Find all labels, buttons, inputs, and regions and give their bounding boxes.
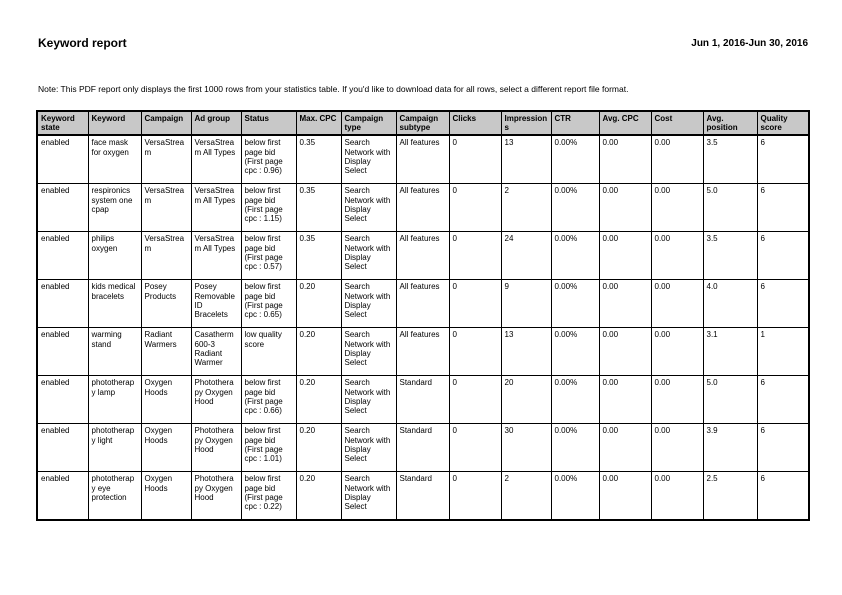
table-cell: Posey Products: [141, 280, 191, 328]
table-cell: 0.20: [296, 280, 341, 328]
table-cell: enabled: [37, 232, 88, 280]
table-row: [37, 232, 809, 280]
column-header: Ad group: [191, 111, 241, 135]
table-cell: phototherapy lamp: [88, 376, 141, 424]
table-cell: Phototherapy Oxygen Hood: [191, 472, 241, 521]
table-cell: below first page bid (First page cpc : 0.22): [241, 472, 296, 521]
table-row: [37, 424, 809, 472]
table-cell: VersaStream All Types: [191, 184, 241, 232]
table-cell: Oxygen Hoods: [141, 376, 191, 424]
table-cell: 30: [501, 424, 551, 472]
table-cell: 6: [757, 424, 809, 472]
table-cell: 0: [449, 472, 501, 521]
table-cell: 3.9: [703, 424, 757, 472]
table-cell: 0.00: [651, 232, 703, 280]
table-cell: 0: [449, 424, 501, 472]
table-cell: Search Network with Display Select: [341, 472, 396, 521]
table-cell: Standard: [396, 472, 449, 521]
table-cell: 0.00: [651, 472, 703, 521]
table-cell: 0.00%: [551, 184, 599, 232]
table-cell: 0.35: [296, 184, 341, 232]
table-cell: 24: [501, 232, 551, 280]
table-cell: VersaStream: [141, 184, 191, 232]
table-cell: Casatherm 600-3 Radiant Warmer: [191, 328, 241, 376]
table-cell: 2: [501, 472, 551, 521]
table-cell: 2: [501, 184, 551, 232]
table-row: [37, 184, 809, 232]
column-header: Campaign subtype: [396, 111, 449, 135]
table-cell: 0.00%: [551, 280, 599, 328]
table-body: [37, 135, 809, 520]
column-header: Quality score: [757, 111, 809, 135]
table-cell: 0.00%: [551, 135, 599, 184]
table-cell: 0.00: [651, 424, 703, 472]
table-cell: 1: [757, 328, 809, 376]
table-cell: face mask for oxygen: [88, 135, 141, 184]
column-header: Avg. CPC: [599, 111, 651, 135]
table-cell: VersaStream All Types: [191, 135, 241, 184]
table-cell: 0.00: [651, 135, 703, 184]
report-title: Keyword report: [38, 36, 127, 50]
table-cell: 0.35: [296, 135, 341, 184]
table-cell: 0.00: [651, 184, 703, 232]
table-cell: Posey Removable ID Bracelets: [191, 280, 241, 328]
table-cell: 0: [449, 232, 501, 280]
table-cell: Search Network with Display Select: [341, 232, 396, 280]
table-cell: VersaStream: [141, 135, 191, 184]
table-cell: 6: [757, 135, 809, 184]
table-cell: Search Network with Display Select: [341, 376, 396, 424]
table-cell: 3.5: [703, 232, 757, 280]
table-cell: 6: [757, 280, 809, 328]
table-cell: 5.0: [703, 376, 757, 424]
table-cell: Search Network with Display Select: [341, 135, 396, 184]
column-header: CTR: [551, 111, 599, 135]
table-cell: 13: [501, 135, 551, 184]
table-cell: enabled: [37, 376, 88, 424]
table-cell: 6: [757, 472, 809, 521]
table-cell: Standard: [396, 376, 449, 424]
table-cell: Phototherapy Oxygen Hood: [191, 424, 241, 472]
table-cell: below first page bid (First page cpc : 1.15): [241, 184, 296, 232]
table-cell: below first page bid (First page cpc : 0.66): [241, 376, 296, 424]
column-header: Impressions: [501, 111, 551, 135]
table-cell: 0.00: [599, 135, 651, 184]
table-cell: 0.00%: [551, 376, 599, 424]
table-cell: 6: [757, 376, 809, 424]
table-cell: Search Network with Display Select: [341, 280, 396, 328]
column-header: Cost: [651, 111, 703, 135]
table-cell: 0.00: [599, 376, 651, 424]
table-cell: 3.5: [703, 135, 757, 184]
table-cell: All features: [396, 328, 449, 376]
table-cell: kids medical bracelets: [88, 280, 141, 328]
table-cell: phototherapy light: [88, 424, 141, 472]
table-cell: 13: [501, 328, 551, 376]
report-date-range: Jun 1, 2016-Jun 30, 2016: [691, 38, 808, 49]
table-cell: 9: [501, 280, 551, 328]
table-cell: Search Network with Display Select: [341, 184, 396, 232]
table-cell: Search Network with Display Select: [341, 328, 396, 376]
column-header: Max. CPC: [296, 111, 341, 135]
table-cell: 0.20: [296, 424, 341, 472]
table-cell: 0: [449, 135, 501, 184]
table-cell: 0.00: [651, 280, 703, 328]
table-row: [37, 376, 809, 424]
table-cell: Oxygen Hoods: [141, 424, 191, 472]
column-header: Campaign type: [341, 111, 396, 135]
table-cell: Oxygen Hoods: [141, 472, 191, 521]
table-cell: VersaStream All Types: [191, 232, 241, 280]
column-header: Keyword state: [37, 111, 88, 135]
table-cell: 0.00: [599, 424, 651, 472]
table-cell: 0: [449, 280, 501, 328]
table-cell: enabled: [37, 184, 88, 232]
table-cell: below first page bid (First page cpc : 0.57): [241, 232, 296, 280]
column-header: Campaign: [141, 111, 191, 135]
table-row: [37, 135, 809, 184]
table-cell: philips oxygen: [88, 232, 141, 280]
table-cell: 0: [449, 376, 501, 424]
table-cell: 0.20: [296, 328, 341, 376]
table-cell: 0.00: [599, 328, 651, 376]
table-cell: 0.00%: [551, 472, 599, 521]
table-cell: 5.0: [703, 184, 757, 232]
keyword-report-table: [36, 110, 810, 521]
table-cell: below first page bid (First page cpc : 0.96): [241, 135, 296, 184]
table-cell: 3.1: [703, 328, 757, 376]
table-cell: respironics system one cpap: [88, 184, 141, 232]
table-cell: below first page bid (First page cpc : 1.01): [241, 424, 296, 472]
table-cell: enabled: [37, 135, 88, 184]
table-cell: Radiant Warmers: [141, 328, 191, 376]
table-row: [37, 328, 809, 376]
table-cell: 0.00%: [551, 232, 599, 280]
table-cell: 0.00: [651, 376, 703, 424]
table-cell: 2.5: [703, 472, 757, 521]
table-cell: 0: [449, 184, 501, 232]
table-cell: 0.00: [599, 280, 651, 328]
report-note: Note: This PDF report only displays the first 1000 rows from your statistics table. If you'd like to download data for all rows, select a different report file format.: [38, 84, 629, 94]
table-cell: enabled: [37, 328, 88, 376]
table-cell: 0.00: [651, 328, 703, 376]
table-cell: 0.00: [599, 472, 651, 521]
table-cell: Phototherapy Oxygen Hood: [191, 376, 241, 424]
table-cell: enabled: [37, 424, 88, 472]
table-header-row: [37, 111, 809, 135]
table-cell: low quality score: [241, 328, 296, 376]
table-cell: 0.20: [296, 472, 341, 521]
table-cell: 0: [449, 328, 501, 376]
table-cell: below first page bid (First page cpc : 0.65): [241, 280, 296, 328]
table-cell: 0.00: [599, 232, 651, 280]
table-cell: 20: [501, 376, 551, 424]
table-cell: 4.0: [703, 280, 757, 328]
table-cell: 0.00%: [551, 328, 599, 376]
column-header: Status: [241, 111, 296, 135]
table-cell: Standard: [396, 424, 449, 472]
table-cell: 0.00%: [551, 424, 599, 472]
table-cell: VersaStream: [141, 232, 191, 280]
table-cell: Search Network with Display Select: [341, 424, 396, 472]
table-cell: 0.00: [599, 184, 651, 232]
column-header: Avg. position: [703, 111, 757, 135]
table-cell: warming stand: [88, 328, 141, 376]
table-cell: 0.35: [296, 232, 341, 280]
table-cell: All features: [396, 232, 449, 280]
table-cell: enabled: [37, 280, 88, 328]
table-cell: 6: [757, 232, 809, 280]
table-cell: 0.20: [296, 376, 341, 424]
table-cell: All features: [396, 135, 449, 184]
table-cell: All features: [396, 184, 449, 232]
table-cell: phototherapy eye protection: [88, 472, 141, 521]
table-cell: All features: [396, 280, 449, 328]
column-header: Keyword: [88, 111, 141, 135]
column-header: Clicks: [449, 111, 501, 135]
table-row: [37, 472, 809, 521]
table-row: [37, 280, 809, 328]
table-cell: 6: [757, 184, 809, 232]
table-cell: enabled: [37, 472, 88, 521]
